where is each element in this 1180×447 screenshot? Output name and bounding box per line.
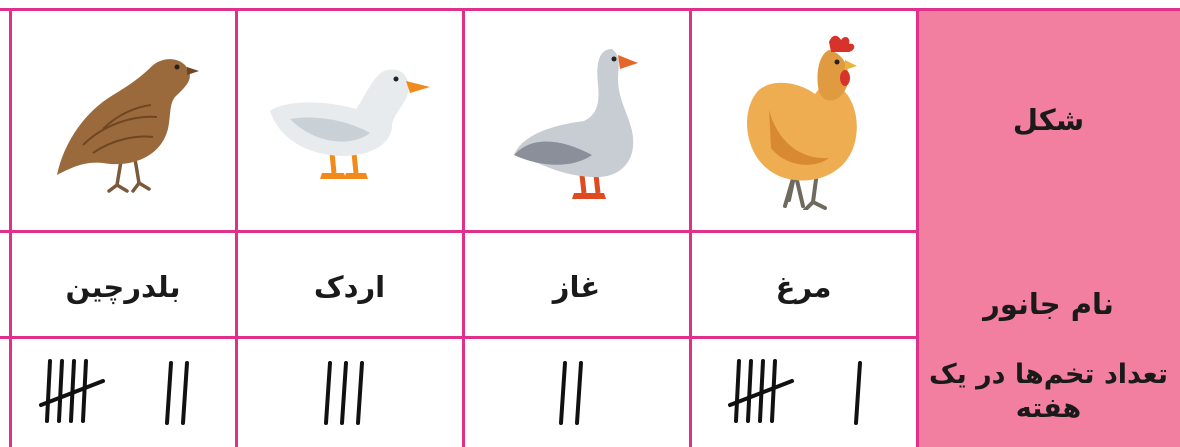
name-cell-quail <box>10 231 236 337</box>
tally-stroke <box>358 363 362 423</box>
row-label-eggs-cell <box>917 337 1180 447</box>
grid-line <box>0 8 1180 11</box>
name-cell-duck <box>236 231 463 337</box>
grid-line <box>9 9 12 447</box>
tally-stroke <box>748 361 751 421</box>
grid-line <box>689 9 692 447</box>
tally-stroke <box>167 363 171 423</box>
row-label-animal-name-cell <box>917 231 1180 337</box>
tally-cell-hen <box>690 337 917 447</box>
tally-marks-duck <box>250 347 450 437</box>
tally-stroke <box>772 361 775 421</box>
animal-name-duck: اردک <box>313 270 386 304</box>
tally-stroke <box>577 363 581 423</box>
tally-stroke <box>342 363 346 423</box>
picture-cell-duck <box>236 9 463 231</box>
tally-cell-duck <box>236 337 463 447</box>
picture-cell-goose <box>463 9 690 231</box>
tally-stroke <box>59 361 62 421</box>
row-label-eggs-per-week: تعداد تخم‌ها در یک هفته <box>928 359 1169 424</box>
duck-icon <box>260 55 440 185</box>
tally-marks-hen <box>704 347 904 437</box>
animal-name-hen: مرغ <box>775 270 832 304</box>
animal-name-quail: بلدرچین <box>65 270 181 304</box>
tally-cell-goose <box>463 337 690 447</box>
grid-line <box>462 9 465 447</box>
tally-cell-quail <box>10 337 236 447</box>
grid-line <box>916 9 919 447</box>
tally-marks-quail <box>23 347 223 437</box>
tally-stroke <box>561 363 565 423</box>
tally-stroke <box>326 363 330 423</box>
grid-line <box>235 9 238 447</box>
grid-line <box>0 336 917 339</box>
goose-icon <box>492 35 662 205</box>
tally-stroke <box>856 363 860 423</box>
name-cell-hen <box>690 231 917 337</box>
tally-marks-goose <box>477 347 677 437</box>
tally-stroke <box>47 361 50 421</box>
animal-name-goose: غاز <box>552 270 601 304</box>
name-cell-goose <box>463 231 690 337</box>
tally-stroke <box>83 361 86 421</box>
quail-icon <box>43 45 203 195</box>
tally-stroke <box>183 363 187 423</box>
picture-cell-hen <box>690 9 917 231</box>
hen-icon <box>729 30 879 210</box>
tally-stroke <box>736 361 739 421</box>
row-label-shape: شکل <box>1012 102 1085 137</box>
grid-line <box>0 230 917 233</box>
row-label-animal-name: نام جانور <box>983 286 1114 321</box>
row-label-shape-cell <box>917 9 1180 231</box>
picture-cell-quail <box>10 9 236 231</box>
